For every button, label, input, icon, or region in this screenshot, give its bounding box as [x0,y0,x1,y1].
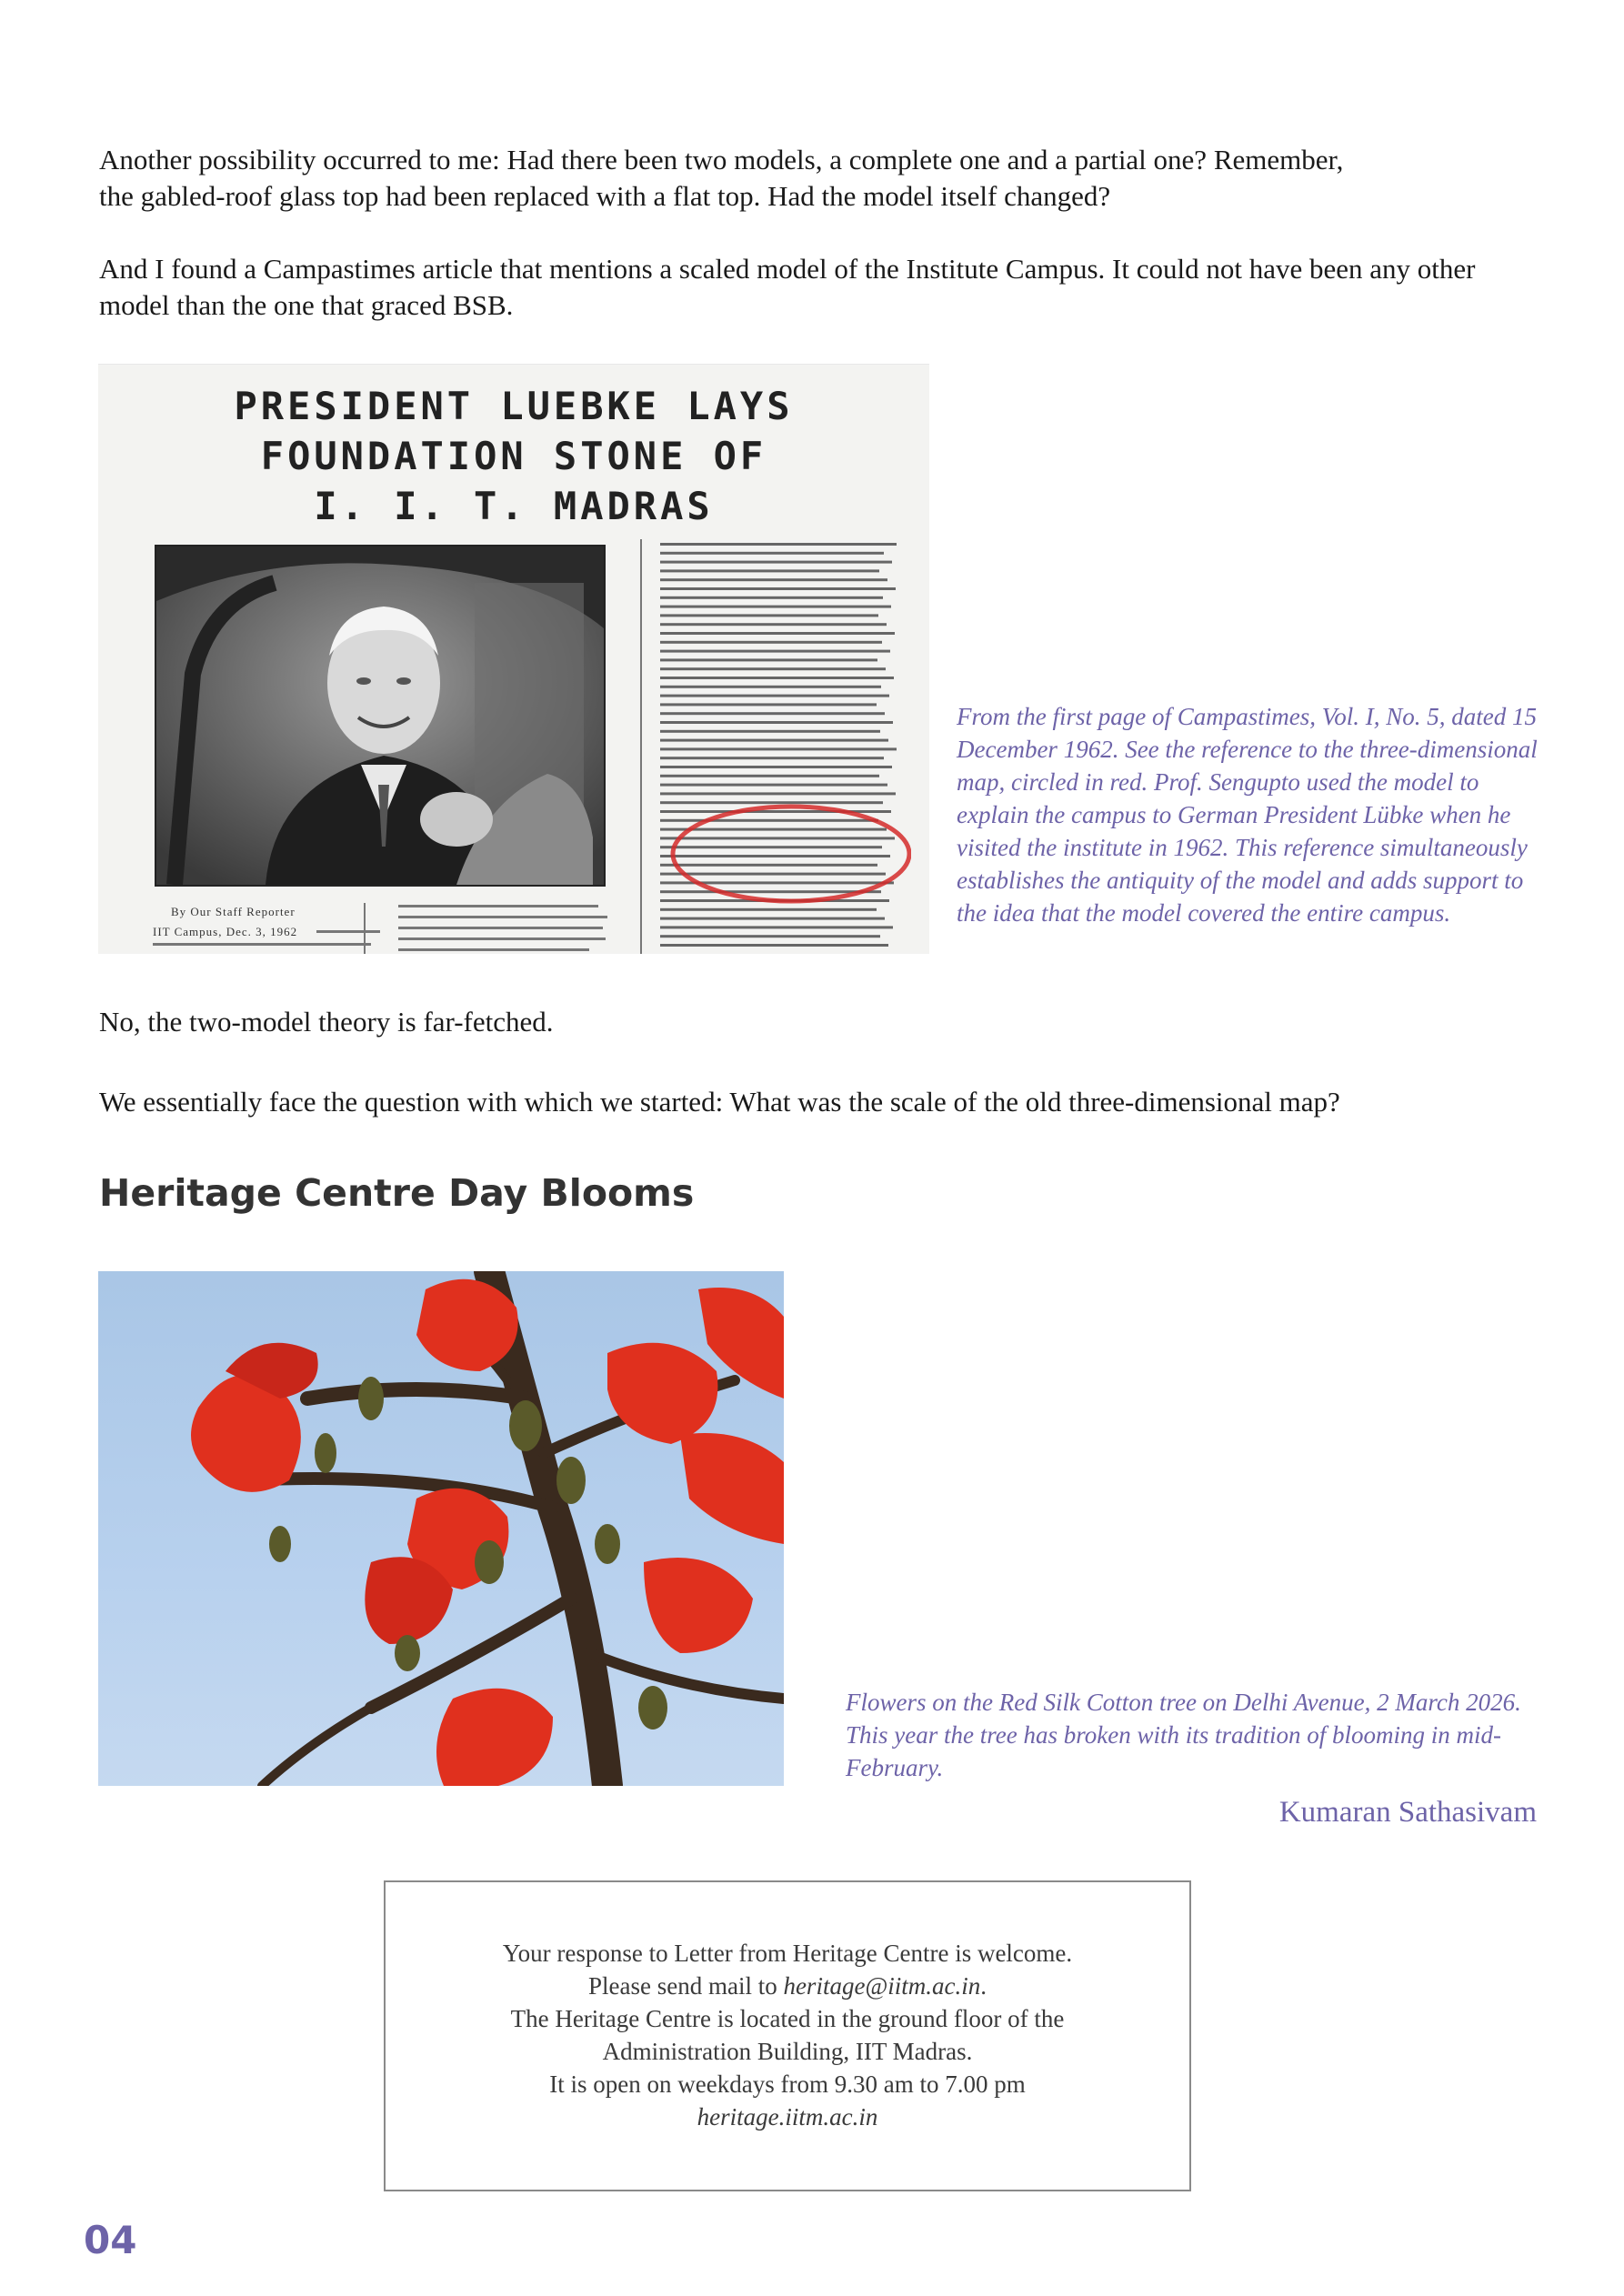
paragraph-two-models [99,142,1536,215]
paragraph-scale-question: We essentially face the question with which we started: What was the scale of the old three-dimensional map? [99,1086,1340,1118]
contact-box [384,1880,1191,2191]
contact-text [386,1937,1189,2133]
page-number: 04 [84,2218,137,2262]
clipping-byline-area [125,899,617,954]
paragraph-campastimes: And I found a Campastimes article that mentions a scaled model of the Institute Campus. It could not have been any other model than the one that graced BSB. [99,253,1476,321]
clipping-dateline: IIT Campus, Dec. 3, 1962 [153,925,298,938]
contact-text: . [980,1972,987,2000]
byline-text-lines [125,899,617,954]
contact-line: Your response to Letter from Heritage Centre is welcome. [502,1940,1073,1967]
clipping-headline [98,381,929,531]
paragraph-line: Another possibility occurred to me: Had there been two models, a complete one and a partial one? Remember, [99,144,1344,175]
paragraph-two-model-theory: No, the two-model theory is far-fetched. [99,1006,554,1038]
headline-line: PRESIDENT LUEBKE LAYS [234,384,794,428]
contact-line: The Heritage Centre is located in the ground floor of the [510,2005,1065,2032]
author-name: Kumaran Sathasivam [1278,1796,1537,1829]
headline-line: I. I. T. MADRAS [314,484,714,528]
email-link[interactable]: heritage@iitm.ac.in [783,1972,981,2000]
clipping-caption: From the first page of Campastimes, Vol. I, No. 5, dated 15 December 1962. See the reference to the three-dimensional map, circled in red. Prof. Sengupto used the model to explain the campus to German President Lübke when he visited the institute in 1962. This reference simultaneously establishes the antiquity of the model and adds support to the idea that the model covered the entire campus. [957,703,1538,927]
silk-cotton-flower-photo [98,1271,784,1786]
newspaper-clipping-image [98,364,929,954]
column-rule [640,539,642,954]
contact-text: Please send mail to [587,1972,784,2000]
president-photo [155,545,606,887]
flower-illustration [98,1271,784,1786]
headline-line: FOUNDATION STONE OF [260,434,767,478]
website-link[interactable]: heritage.iitm.ac.in [697,2103,878,2131]
paragraph-line: the gabled-roof glass top had been replaced with a flat top. Had the model itself changed? [99,180,1111,212]
contact-line-email [386,1970,1189,2002]
flower-caption: Flowers on the Red Silk Cotton tree on Delhi Avenue, 2 March 2026. This year the tree has broken with its tradition of blooming in mid-February. [846,1689,1521,1781]
clipping-byline: By Our Staff Reporter [171,905,296,918]
contact-line: It is open on weekdays from 9.30 am to 7.00 pm [549,2070,1026,2098]
section-heading: Heritage Centre Day Blooms [99,1171,695,1215]
contact-line: Administration Building, IIT Madras. [602,2038,973,2065]
column-text-lines [657,539,911,954]
portrait-illustration [156,546,604,885]
clipping-column-text [657,539,911,954]
